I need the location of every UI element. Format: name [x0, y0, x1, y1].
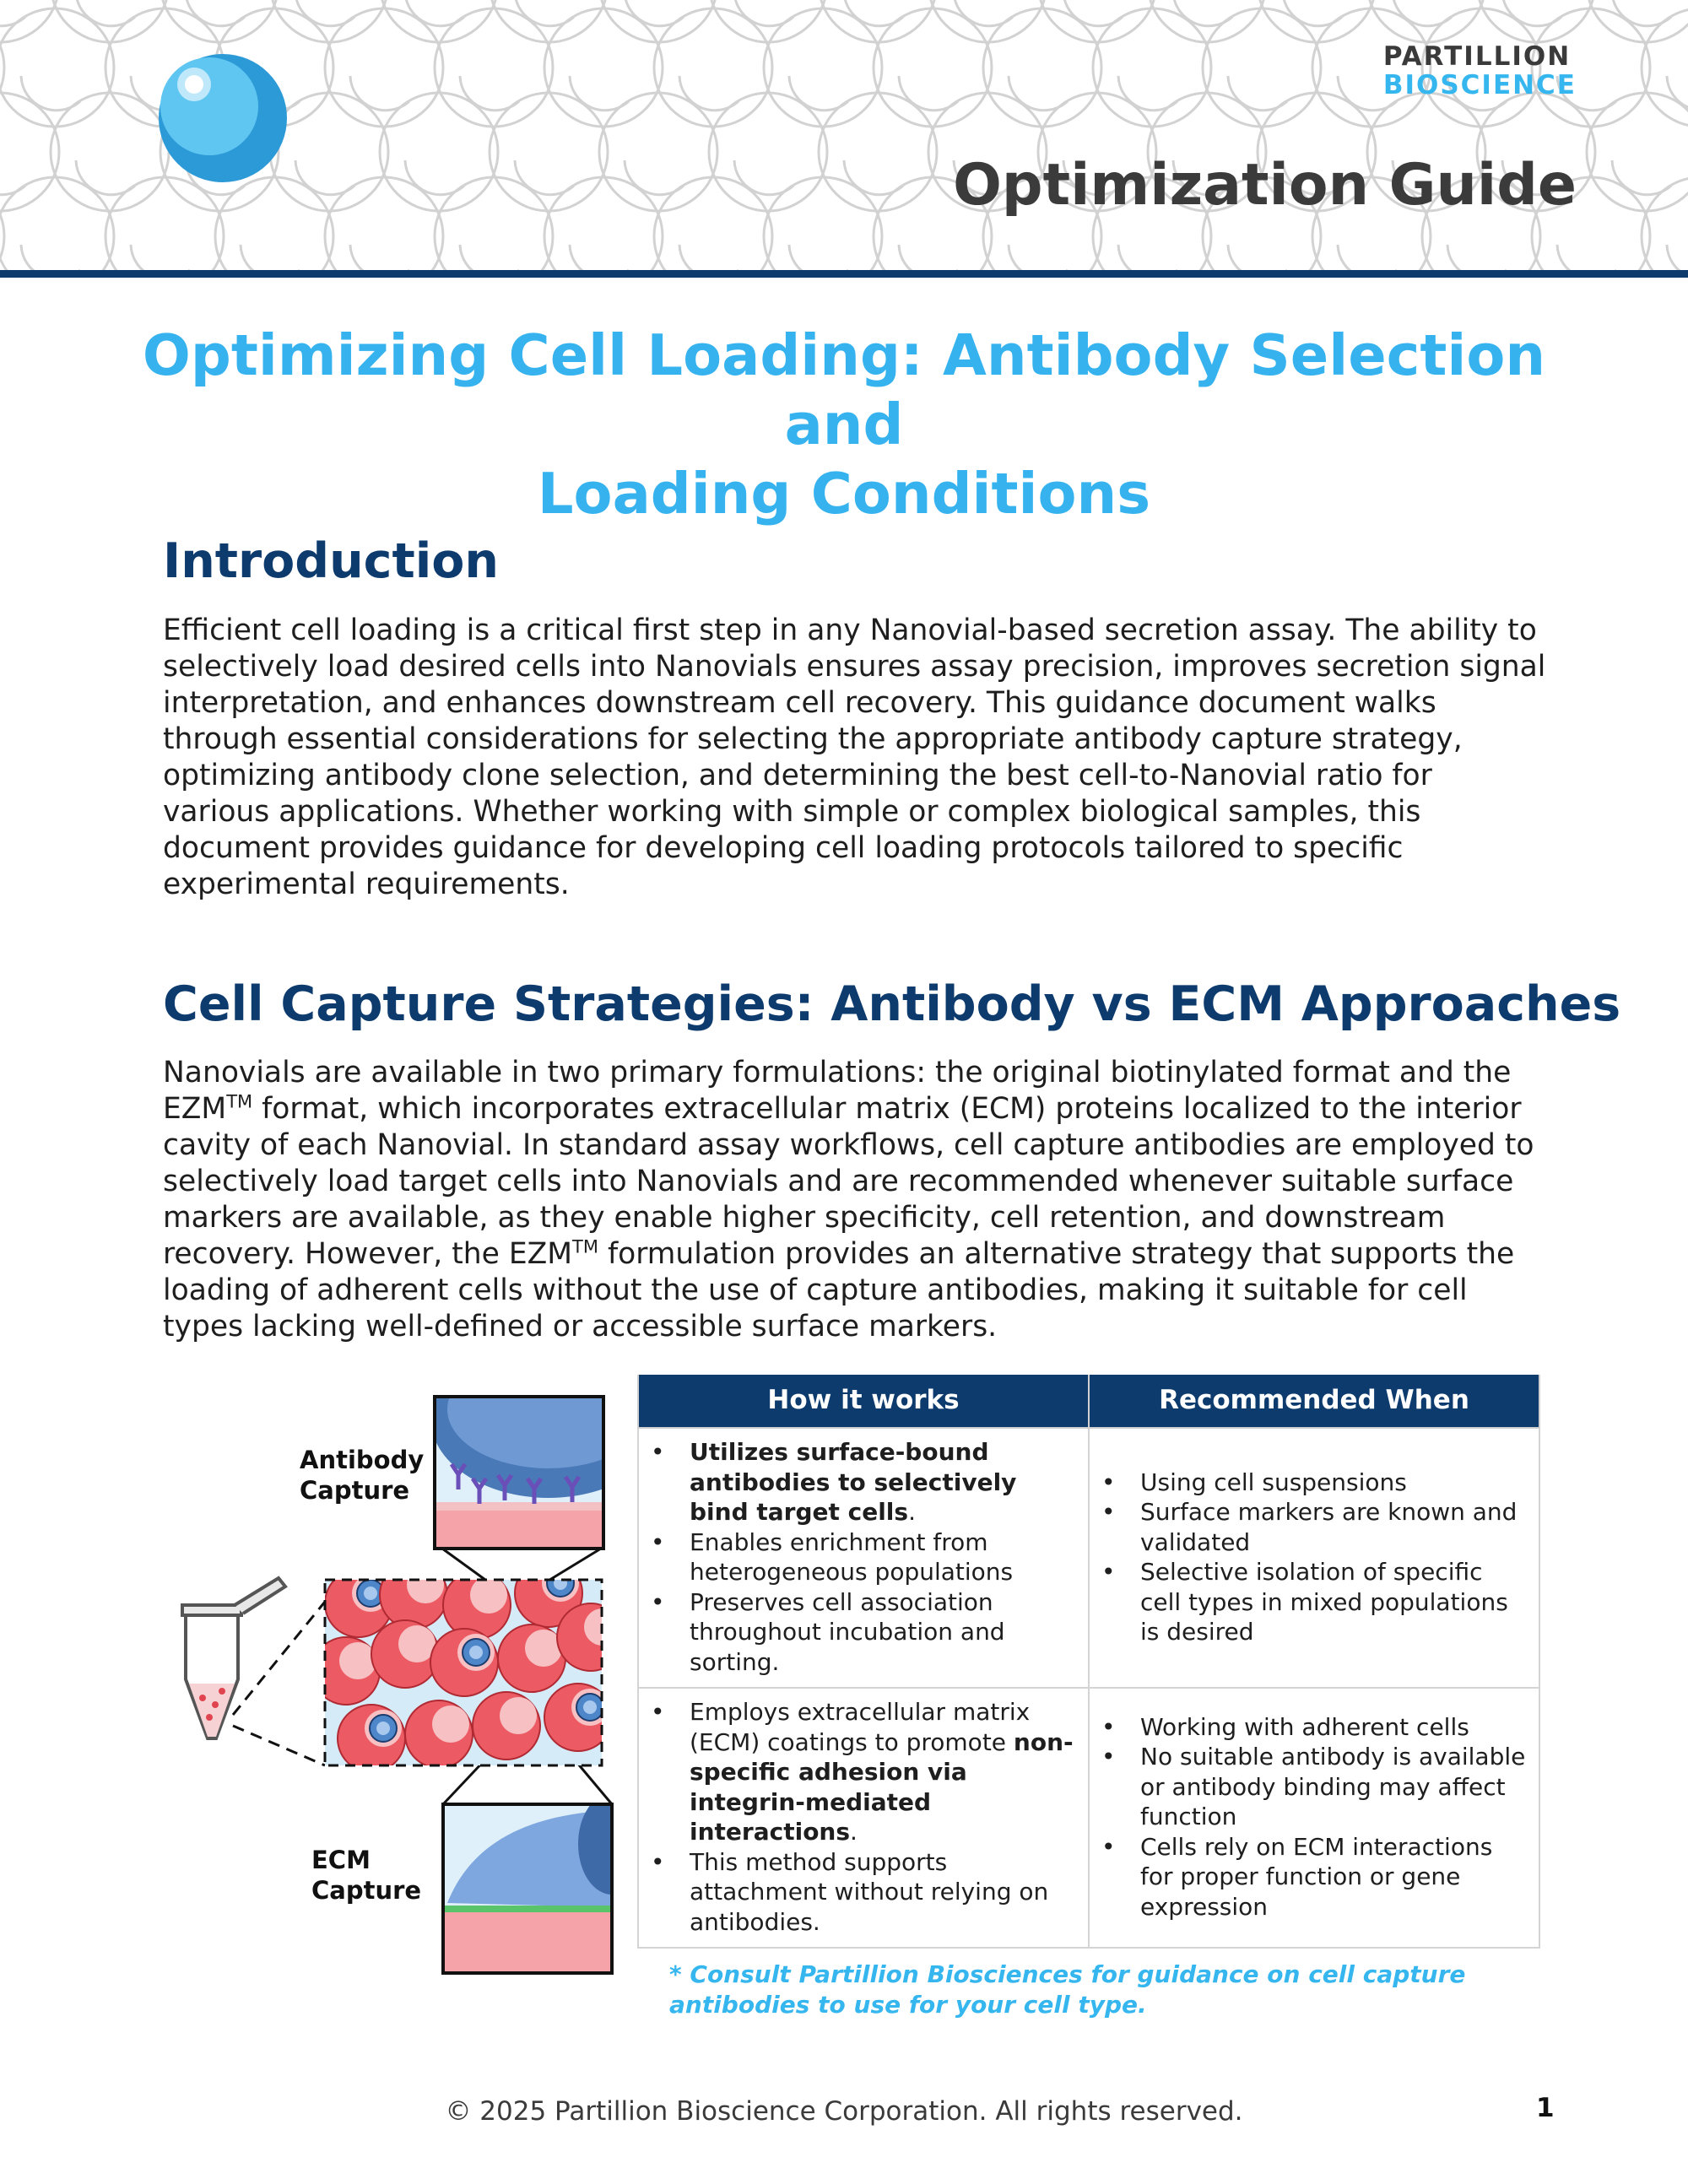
pattern-arc: [21, 245, 80, 270]
ecm-capture-label: [311, 1845, 421, 1906]
nanovial-shape: [338, 1705, 405, 1772]
pattern-circle: [819, 93, 937, 211]
brand-name-line1: PARTILLION: [1382, 41, 1572, 72]
table-header-row: [638, 1375, 1539, 1428]
pattern-arc: [350, 76, 409, 111]
pattern-circle: [490, 0, 608, 42]
pattern-arc: [1009, 245, 1068, 270]
capture-comparison-table: [637, 1375, 1540, 1949]
intro-line: optimizing antibody clone selection, and determining the best cell-to-Nanovial ratio for: [163, 759, 1432, 792]
page-title-line2: Loading Conditions: [537, 461, 1151, 527]
pattern-arc: [570, 76, 629, 111]
list-item: • Preserves cell association throughout incubation and sorting.: [647, 1587, 1079, 1678]
capture-line: cavity of each Nanovial. In standard assay workflows, cell capture antibodies are employed to: [163, 1128, 1534, 1162]
pattern-circle: [1038, 0, 1156, 42]
pattern-arc: [625, 160, 684, 195]
ezm-term: EZM: [163, 1092, 227, 1126]
pattern-arc: [1667, 245, 1688, 270]
list-item: • Enables enrichment from heterogeneous populations: [647, 1527, 1079, 1587]
ecm-capture-label-line2: Capture: [311, 1876, 422, 1905]
pattern-arc: [1228, 245, 1287, 270]
pattern-circle: [1367, 0, 1485, 42]
pattern-circle: [599, 93, 717, 211]
nanovial-shape: [380, 1561, 447, 1629]
nanovial-shape: [430, 1629, 498, 1696]
nanovial-shape: [443, 1571, 511, 1639]
antibody-capture-label: [300, 1445, 424, 1506]
antibody-capture-label-line2: Capture: [300, 1476, 410, 1505]
nanovial-shape: [557, 1603, 625, 1671]
consult-note: * Consult Partillion Biosciences for guidance on cell capture antibodies to use for your cell type.: [669, 1960, 1466, 2019]
pattern-arc: [460, 76, 519, 111]
trademark-mark: TM: [572, 1236, 598, 1257]
pattern-circle: [928, 0, 1047, 42]
antibody-capture-label-line1: Antibody: [300, 1446, 425, 1474]
list-item: • No suitable antibody is available or antibody binding may affect function: [1098, 1742, 1530, 1832]
pattern-arc: [844, 160, 903, 195]
pattern-arc: [405, 160, 464, 195]
intro-line: selectively load desired cells into Nanovials ensures assay precision, improves secretion signal: [163, 650, 1546, 684]
pattern-arc: [1557, 245, 1616, 270]
brand-name-line2: BIOSCIENCE: [1382, 70, 1577, 100]
list-item: • Cells rely on ECM interactions for proper function or gene expression: [1098, 1832, 1530, 1922]
pattern-circle: [709, 0, 827, 42]
pattern-circle: [1148, 0, 1266, 42]
pattern-arc: [460, 245, 519, 270]
page-title-line1: Optimizing Cell Loading: Antibody Selection and: [142, 322, 1546, 457]
nanovial-shape: [498, 1624, 565, 1692]
brand-wordmark: [1383, 42, 1577, 100]
list-item: • Working with adherent cells: [1098, 1712, 1530, 1743]
pattern-arc: [789, 76, 848, 111]
column-header-how-it-works: How it works: [638, 1375, 1089, 1428]
table-row-ecm: [638, 1688, 1539, 1948]
capture-heading: Cell Capture Strategies: Antibody vs ECM Approaches: [163, 976, 1621, 1032]
page-title: [84, 321, 1604, 528]
capture-line-text: format, which incorporates extracellular matrix (ECM) proteins localized to the interior: [252, 1092, 1522, 1126]
pattern-circle: [0, 8, 114, 127]
page-header: [0, 0, 1688, 270]
pattern-arc: [1338, 245, 1397, 270]
pattern-arc: [1447, 245, 1507, 270]
text: .: [908, 1498, 916, 1526]
list-item: • Using cell suspensions: [1098, 1468, 1530, 1498]
pattern-arc: [1667, 76, 1688, 111]
intro-line: experimental requirements.: [163, 868, 570, 901]
text: .: [850, 1818, 858, 1846]
copyright-footer: © 2025 Partillion Bioscience Corporation. All rights reserved.: [445, 2096, 1243, 2127]
intro-heading: Introduction: [163, 533, 499, 589]
list-item: • This method supports attachment without relying on antibodies.: [647, 1847, 1079, 1938]
pattern-arc: [789, 245, 848, 270]
pattern-circle: [270, 0, 388, 42]
pattern-circle: [325, 8, 443, 127]
nanovial-cluster-panel: [312, 1560, 625, 1772]
pattern-arc: [515, 160, 574, 195]
nanovial-shape: [473, 1692, 540, 1760]
pattern-circle: [1203, 8, 1321, 127]
pattern-circle: [819, 0, 937, 42]
pattern-circle: [599, 0, 717, 42]
pattern-circle: [0, 177, 4, 270]
ecm-capture-zoom: [443, 1793, 625, 1975]
list-item: • Selective isolation of specific cell types in mixed populations is desired: [1098, 1557, 1530, 1647]
pattern-circle: [874, 8, 992, 127]
pattern-circle: [435, 8, 553, 127]
ecm-capture-label-line1: ECM: [311, 1846, 371, 1874]
intro-line: various applications. Whether working with simple or complex biological samples, this: [163, 795, 1421, 829]
pattern-arc: [1118, 245, 1177, 270]
pattern-arc: [1009, 76, 1068, 111]
pattern-arc: [295, 160, 354, 195]
capture-line: loading of adherent cells without the use of capture antibodies, making it suitable for cell: [163, 1273, 1468, 1307]
intro-line: through essential considerations for selecting the appropriate antibody capture strategy,: [163, 722, 1463, 756]
pattern-arc: [21, 76, 80, 111]
antibody-when-cell: [1089, 1428, 1539, 1688]
capture-line: selectively load target cells into Nanovials and are recommended whenever suitable surface: [163, 1165, 1514, 1198]
list-item: [647, 1437, 1079, 1527]
pattern-arc: [0, 0, 25, 26]
intro-line: Efficient cell loading is a critical first step in any Nanovial-based secretion assay. The ability to: [163, 614, 1537, 647]
capture-line: [163, 1236, 1547, 1273]
document-type-title: Optimization Guide: [953, 152, 1577, 219]
intro-paragraph: [163, 613, 1547, 903]
column-header-recommended-when: Recommended When: [1089, 1375, 1539, 1428]
pattern-circle: [51, 0, 169, 42]
pattern-arc: [0, 160, 25, 195]
pattern-arc: [350, 245, 409, 270]
nanovial-shape: [371, 1620, 439, 1688]
capture-line-text: recovery. However, the EZM: [163, 1237, 573, 1271]
pattern-arc: [679, 76, 738, 111]
pattern-arc: [1228, 76, 1287, 111]
pattern-circle: [983, 8, 1101, 127]
antibody-how-cell: [638, 1428, 1089, 1688]
pattern-circle: [380, 93, 498, 211]
ecm-when-cell: [1089, 1688, 1539, 1948]
pattern-arc: [131, 245, 190, 270]
list-item: • Surface markers are known and validated: [1098, 1497, 1530, 1557]
pattern-arc: [570, 245, 629, 270]
pattern-circle: [654, 8, 772, 127]
pattern-arc: [734, 160, 793, 195]
trademark-mark: TM: [226, 1091, 253, 1112]
intro-line: document provides guidance for developing cell loading protocols tailored to specific: [163, 831, 1404, 865]
pattern-arc: [241, 245, 300, 270]
pattern-circle: [0, 0, 59, 42]
pattern-circle: [1093, 8, 1211, 127]
pattern-circle: [380, 0, 498, 42]
pattern-arc: [899, 245, 958, 270]
pattern-circle: [544, 8, 663, 127]
pattern-circle: [490, 93, 608, 211]
header-divider: [0, 270, 1688, 278]
text: Employs extracellular matrix (ECM) coatings to promote: [690, 1698, 1031, 1756]
capture-line-text: formulation provides an alternative strategy that supports the: [598, 1237, 1515, 1271]
intro-line: interpretation, and enhances downstream cell recovery. This guidance document walks: [163, 686, 1436, 720]
ecm-how-cell: [638, 1688, 1089, 1948]
antibody-capture-zoom: [430, 1384, 625, 1551]
nanovial-shape: [312, 1637, 380, 1705]
pattern-arc: [679, 245, 738, 270]
pattern-arc: [899, 76, 958, 111]
capture-line: types lacking well-defined or accessible surface markers.: [163, 1310, 998, 1343]
list-item: [647, 1697, 1079, 1847]
pattern-arc: [1612, 160, 1671, 195]
table-row-antibody: [638, 1428, 1539, 1688]
pattern-arc: [1118, 76, 1177, 111]
pattern-circle: [160, 0, 279, 42]
capture-line: [163, 1091, 1547, 1127]
pattern-arc: [76, 160, 135, 195]
pattern-circle: [1587, 0, 1688, 42]
capture-line: markers are available, as they enable higher specificity, cell retention, and downstream: [163, 1201, 1446, 1235]
pattern-circle: [51, 93, 169, 211]
bold-text: Utilizes surface-bound antibodies to selectively bind target cells: [690, 1438, 1017, 1526]
pattern-circle: [764, 8, 882, 127]
bold-text: non-specific adhesion via integrin-mediated interactions: [690, 1727, 1074, 1846]
page-number: 1: [1536, 2093, 1555, 2123]
pattern-circle: [1477, 0, 1595, 42]
pattern-circle: [1258, 0, 1376, 42]
partillion-logo-icon: [157, 52, 289, 184]
capture-line: Nanovials are available in two primary formulations: the original biotinylated format and the: [163, 1056, 1512, 1089]
pattern-circle: [709, 93, 827, 211]
capture-paragraph: [163, 1055, 1547, 1345]
nanovial-shape: [405, 1700, 473, 1768]
